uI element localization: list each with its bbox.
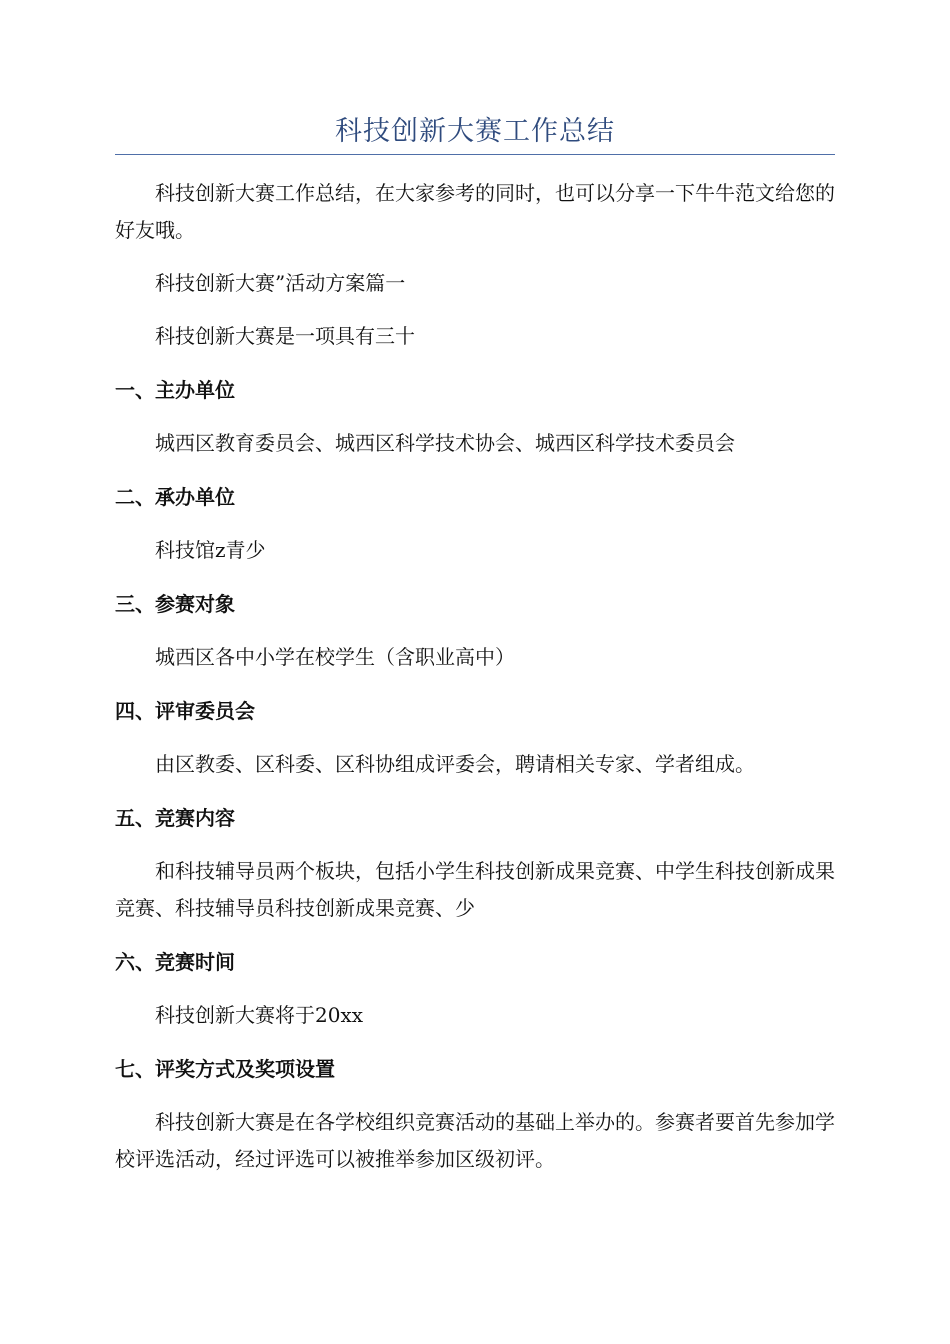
title-underline: [115, 154, 835, 155]
section-heading-time: 六、竞赛时间: [115, 950, 235, 974]
section-body-awards: 科技创新大赛是在各学校组织竞赛活动的基础上举办的。参赛者要首先参加学校评选活动，经过评选可以被推举参加区级初评。: [115, 1110, 835, 1171]
section-heading-participants: 三、参赛对象: [115, 592, 235, 616]
section-body-time: 科技创新大赛将于20xx: [155, 1003, 364, 1027]
section-heading-co-organizer: 二、承办单位: [115, 485, 235, 509]
section-body-co-organizer: 科技馆z青少: [155, 538, 266, 562]
document-title: 科技创新大赛工作总结: [335, 116, 615, 147]
section-heading-organizer: 一、主办单位: [115, 378, 235, 402]
section-heading-content: 五、竞赛内容: [115, 806, 235, 830]
plan-title-line: 科技创新大赛”活动方案篇一: [155, 271, 406, 295]
section-body-jury: 由区教委、区科委、区科协组成评委会，聘请相关专家、学者组成。: [155, 752, 755, 776]
section-body-organizer: 城西区教育委员会、城西区科学技术协会、城西区科学技术委员会: [155, 431, 735, 455]
lead-paragraph: 科技创新大赛是一项具有三十: [155, 324, 415, 348]
section-body-participants: 城西区各中小学在校学生（含职业高中）: [155, 645, 515, 669]
document-body: [115, 175, 835, 1194]
section-heading-awards: 七、评奖方式及奖项设置: [115, 1057, 335, 1081]
intro-paragraph: 科技创新大赛工作总结，在大家参考的同时，也可以分享一下牛牛范文给您的好友哦。: [115, 181, 835, 242]
section-body-content: 和科技辅导员两个板块，包括小学生科技创新成果竞赛、中学生科技创新成果竞赛、科技辅导员科技创新成果竞赛、少: [115, 859, 835, 920]
section-heading-jury: 四、评审委员会: [115, 699, 255, 723]
